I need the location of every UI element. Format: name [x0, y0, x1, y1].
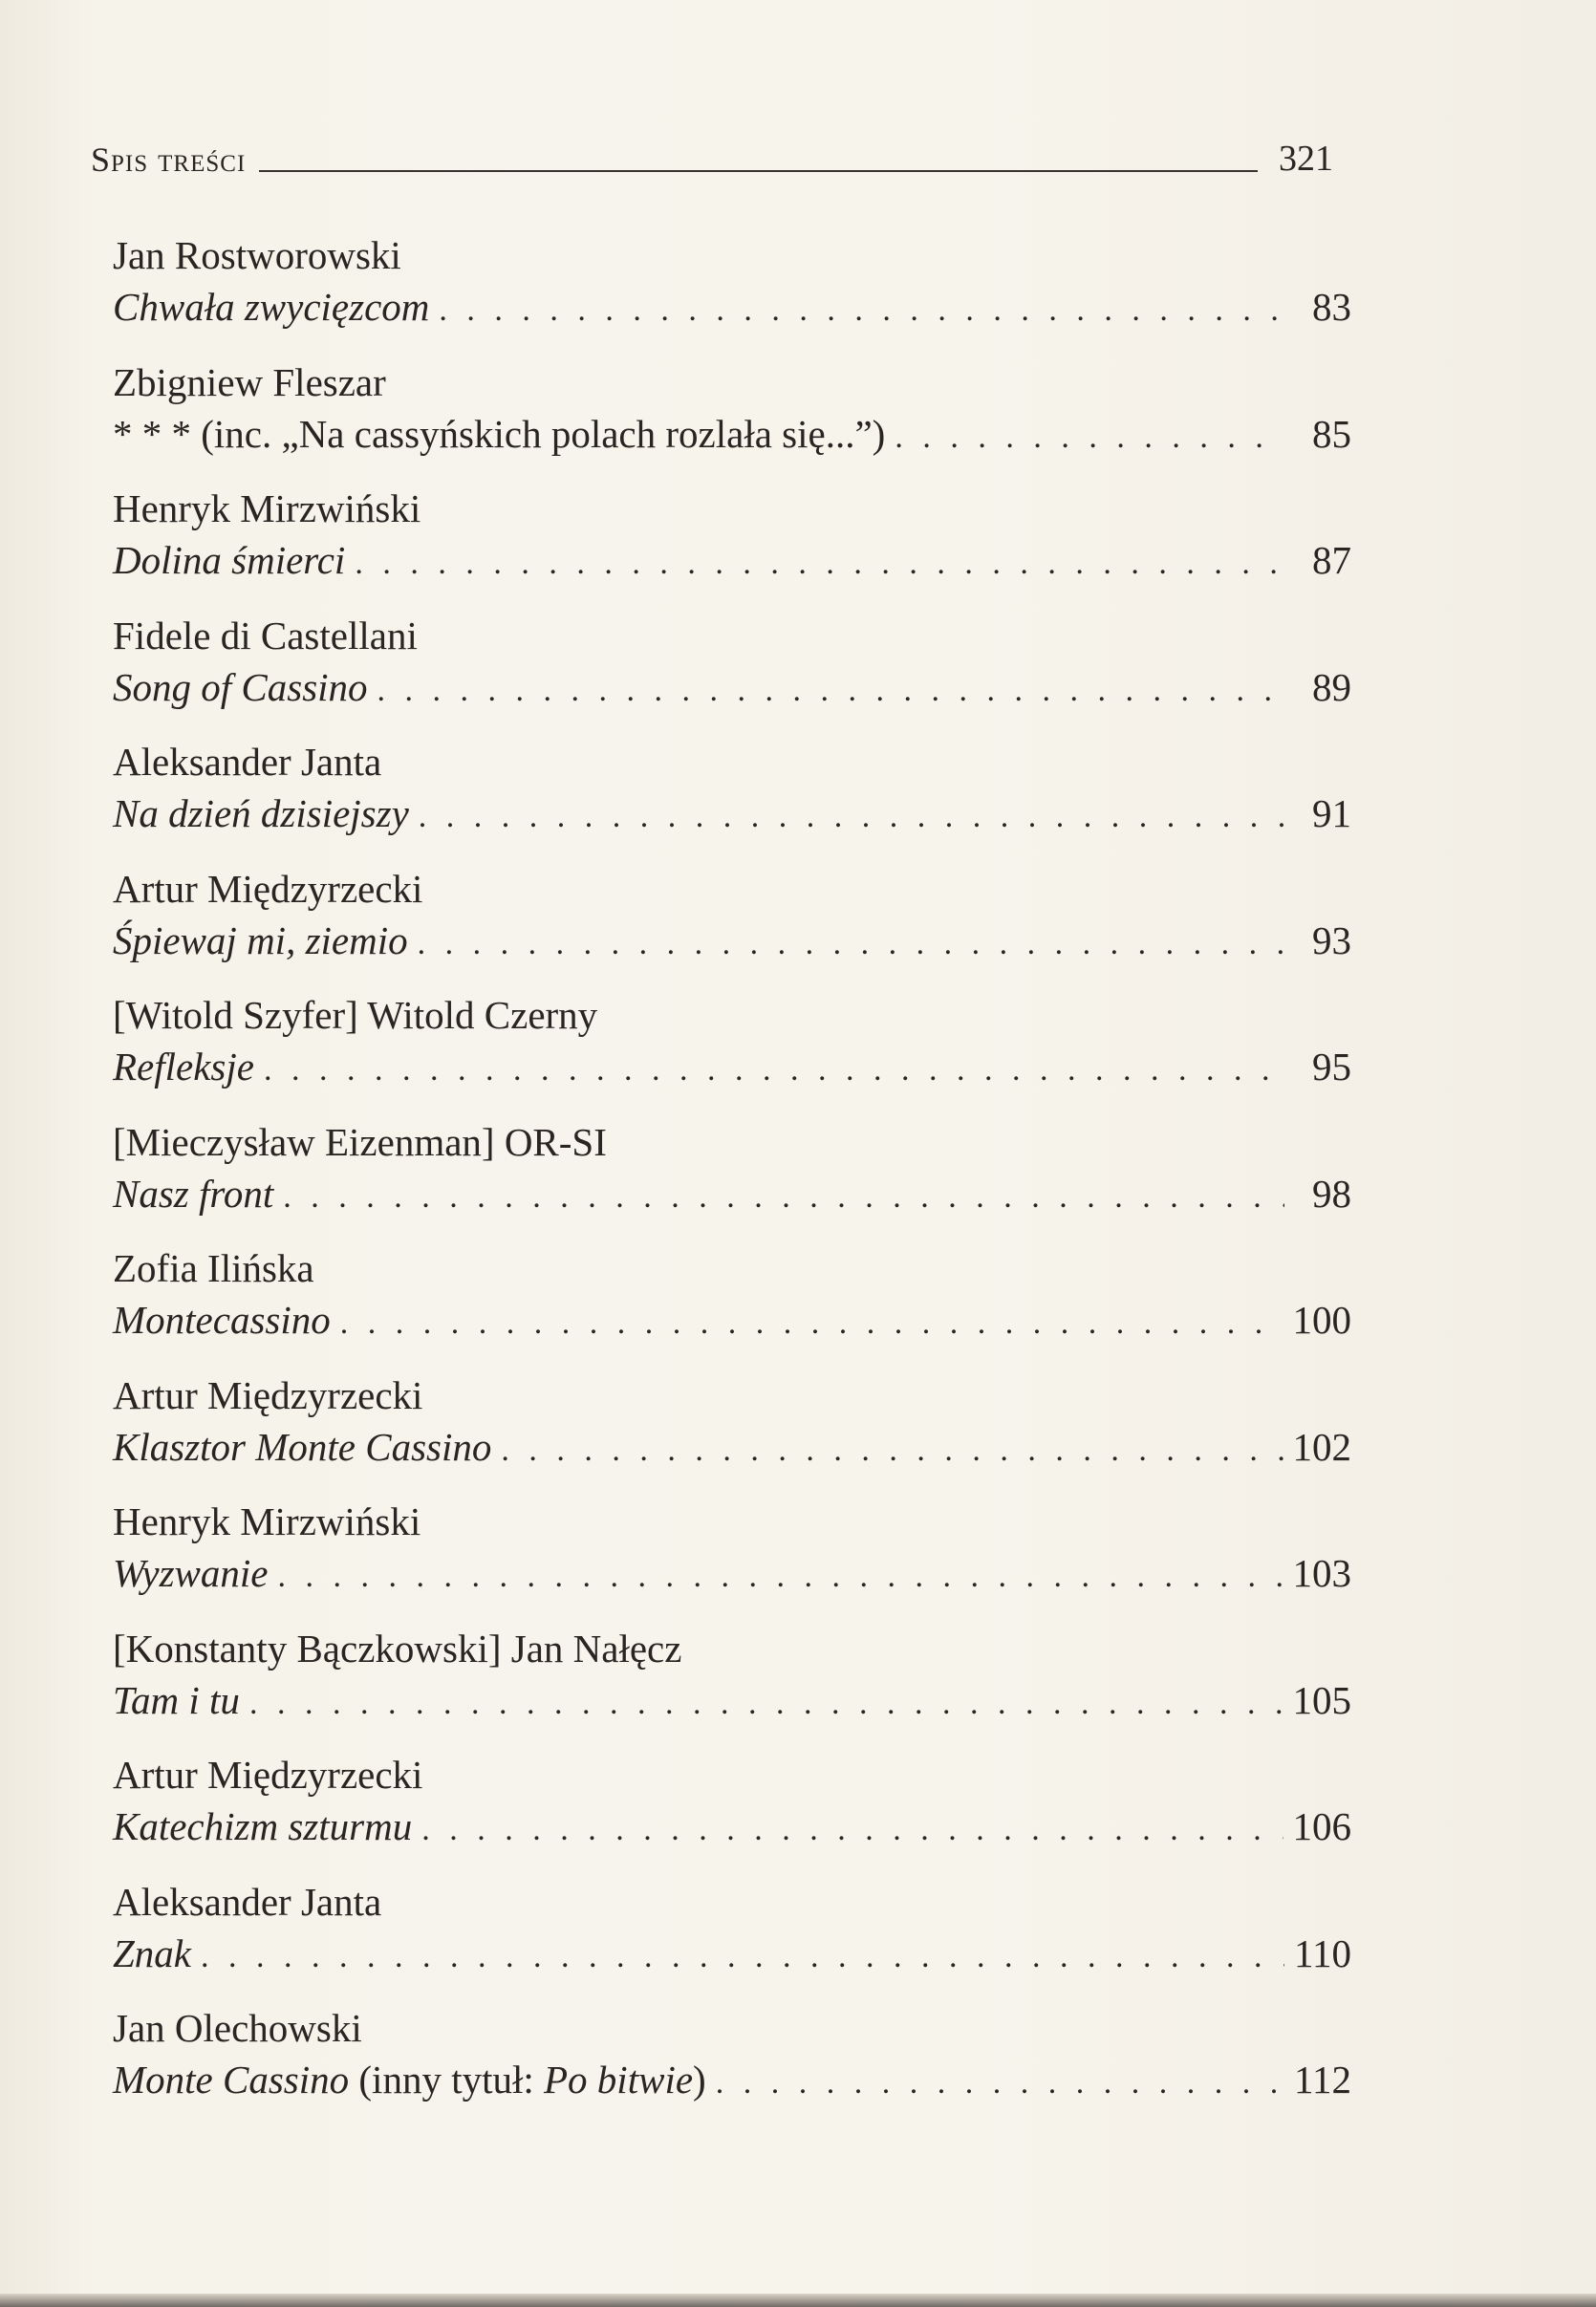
title-note-italic: Po bitwie: [544, 2058, 694, 2102]
entry-line: [113, 1674, 1351, 1730]
leader-dots: [716, 2058, 1284, 2109]
entry-line: [113, 787, 1351, 843]
toc-entry: [113, 1623, 1351, 1750]
entry-title: Nasz front: [113, 1171, 274, 1216]
entry-author: Aleksander Janta: [113, 740, 382, 784]
entry-line: [113, 1421, 1351, 1477]
toc-entry: [113, 229, 1351, 356]
entry-author: [Witold Szyfer] Witold Czerny: [113, 993, 598, 1037]
toc-entry: [113, 1749, 1351, 1876]
entry-title: Chwała zwycięzcom: [113, 285, 430, 329]
toc-entry: [113, 1876, 1351, 2003]
leader-dots: [895, 412, 1284, 464]
toc-entry: [113, 610, 1351, 737]
entry-author: Jan Rostworowski: [113, 233, 401, 277]
entry-page: 110: [1294, 1930, 1351, 1975]
toc-entry: [113, 736, 1351, 863]
entry-line: [113, 1041, 1351, 1096]
entry-title: Song of Cassino: [113, 664, 368, 709]
leader-dots: [201, 1931, 1284, 1983]
entry-line: [113, 281, 1351, 336]
entry-author: Artur Międzyrzecki: [113, 1372, 423, 1417]
entry-title: Klasztor Monte Cassino: [113, 1424, 492, 1469]
entry-page: 106: [1292, 1804, 1351, 1848]
entry-page: 112: [1294, 2058, 1351, 2102]
toc-entry: [113, 2002, 1351, 2129]
leader-dots: [419, 791, 1284, 843]
entry-title: Na dzień dzisiejszy: [113, 791, 409, 835]
entry-title-italic: Monte Cassino: [113, 2058, 350, 2102]
toc-entry: [113, 1242, 1351, 1369]
entry-title: Tam i tu: [113, 1677, 240, 1722]
leader-dots: [377, 665, 1284, 717]
entry-author: Artur Międzyrzecki: [113, 1753, 423, 1797]
entry-author: Jan Olechowski: [113, 2006, 362, 2050]
entry-page: 95: [1312, 1045, 1351, 1089]
leader-dots: [355, 538, 1284, 590]
leader-dots: [421, 1804, 1283, 1856]
toc-entry: [113, 1369, 1351, 1497]
entry-page: 93: [1312, 917, 1351, 962]
entry-author: Zofia Ilińska: [113, 1246, 314, 1290]
entry-author: Fidele di Castellani: [113, 613, 418, 658]
page-number: 321: [1279, 139, 1333, 179]
leader-dots: [501, 1425, 1283, 1477]
entry-line: [113, 1294, 1351, 1349]
entry-author: Zbigniew Fleszar: [113, 359, 386, 404]
entry-author: Henryk Mirzwiński: [113, 486, 421, 530]
section-title: Spis treści: [91, 140, 247, 179]
entry-title: Katechizm szturmu: [113, 1804, 413, 1848]
toc-entry: [113, 1116, 1351, 1243]
entry-page: 103: [1292, 1551, 1351, 1595]
entry-title: Refleksje: [113, 1045, 254, 1089]
entry-line: [113, 1800, 1351, 1856]
entry-page: 85: [1312, 411, 1351, 456]
leader-dots: [418, 918, 1284, 970]
entry-line: [113, 408, 1351, 464]
entry-page: 98: [1312, 1171, 1351, 1216]
entry-title: Śpiewaj mi, ziemio: [113, 917, 408, 962]
leader-dots: [340, 1298, 1283, 1349]
toc-entry: [113, 1496, 1351, 1623]
entry-line: [113, 661, 1351, 717]
title-note-prefix: (inny tytuł:: [358, 2058, 545, 2102]
entry-title: * * * (inc. „Na cassyńskich polach rozlała się...”): [113, 411, 886, 456]
entry-title: Wyzwanie: [113, 1551, 269, 1595]
header-rule: [259, 170, 1258, 172]
page-edge-shadow: [0, 2294, 1596, 2307]
entry-title: [113, 2054, 706, 2105]
entry-title: Znak: [113, 1930, 191, 1975]
entry-line: [113, 1928, 1351, 1983]
entry-line: [113, 2054, 1351, 2109]
entry-author: [Mieczysław Eizenman] OR-SI: [113, 1119, 607, 1164]
toc-entry: [113, 989, 1351, 1116]
running-header: [91, 132, 1333, 180]
toc-entry: [113, 483, 1351, 610]
entry-line: [113, 534, 1351, 590]
entry-title: Montecassino: [113, 1298, 331, 1342]
entry-author: [Konstanty Bączkowski] Jan Nałęcz: [113, 1626, 682, 1671]
toc-entry: [113, 863, 1351, 990]
leader-dots: [264, 1045, 1284, 1096]
entry-author: Aleksander Janta: [113, 1879, 382, 1924]
table-of-contents: [113, 229, 1351, 2129]
entry-page: 91: [1312, 791, 1351, 835]
entry-page: 105: [1292, 1677, 1351, 1722]
entry-line: [113, 1168, 1351, 1223]
entry-title: Dolina śmierci: [113, 538, 346, 582]
entry-page: 89: [1312, 664, 1351, 709]
toc-entry: [113, 356, 1351, 484]
entry-author: Artur Międzyrzecki: [113, 866, 423, 911]
leader-dots: [439, 285, 1284, 336]
entry-page: 87: [1312, 538, 1351, 582]
entry-page: 83: [1312, 285, 1351, 329]
leader-dots: [283, 1172, 1284, 1223]
leader-dots: [249, 1678, 1283, 1730]
entry-author: Henryk Mirzwiński: [113, 1499, 421, 1543]
entry-page: 100: [1292, 1298, 1351, 1342]
entry-line: [113, 915, 1351, 970]
title-note-suffix: ): [693, 2058, 706, 2102]
entry-line: [113, 1547, 1351, 1603]
entry-page: 102: [1292, 1424, 1351, 1469]
leader-dots: [277, 1551, 1283, 1603]
